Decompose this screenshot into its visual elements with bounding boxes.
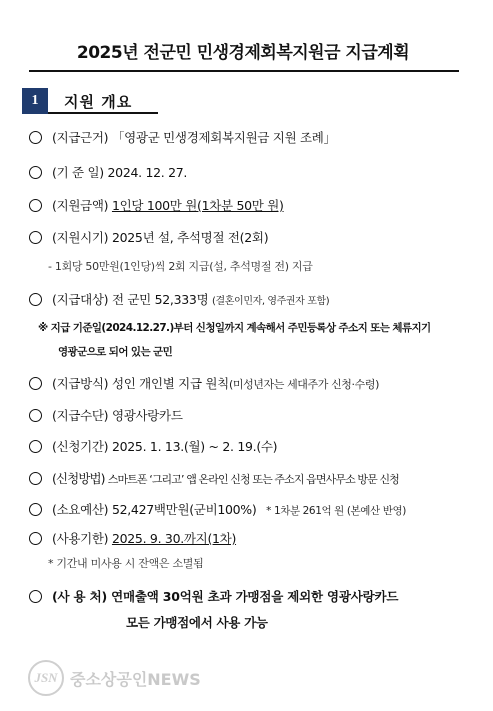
circle-bullet-icon bbox=[29, 440, 42, 453]
item-application-period bbox=[52, 437, 277, 455]
item-application-method bbox=[52, 469, 399, 487]
circle-bullet-icon bbox=[29, 503, 42, 516]
item-value: 전 군민 52,333명 bbox=[111, 292, 209, 307]
section-underline bbox=[48, 112, 158, 114]
item-value-note: (미성년자는 세대주가 신청·수령) bbox=[228, 378, 379, 391]
jsn-logo-icon: JSN bbox=[28, 660, 64, 696]
news-watermark bbox=[28, 660, 201, 696]
item-payment-means bbox=[52, 406, 183, 424]
eligibility-note-line-1: ※ 지급 기준일(2024.12.27.)부터 신청일까지 계속해서 주민등록상 주소지 또는 체류지기 bbox=[38, 322, 431, 334]
timing-sub-note: - 1회당 50만원(1인당)씩 2회 지급(설, 추석명절 전) 지급 bbox=[48, 260, 313, 273]
item-legal-basis bbox=[52, 128, 336, 146]
item-label: (지급수단) bbox=[52, 408, 109, 423]
section-title: 지원 개요 bbox=[64, 93, 133, 111]
circle-bullet-icon bbox=[29, 231, 42, 244]
item-label: (신청방법) bbox=[52, 471, 105, 486]
document-title: 2025년 전군민 민생경제회복지원금 지급계획 bbox=[76, 43, 410, 63]
usage-place-continuation: 모든 가맹점에서 사용 가능 bbox=[126, 615, 268, 630]
item-label: (사 용 처) bbox=[52, 589, 107, 604]
item-support-timing bbox=[52, 228, 268, 246]
item-label: (지급방식) bbox=[52, 376, 109, 391]
item-budget bbox=[52, 500, 406, 518]
title-divider bbox=[29, 70, 459, 72]
item-support-amount bbox=[52, 196, 284, 214]
expiry-sub-note: * 기간내 미사용 시 잔액은 소멸됨 bbox=[48, 557, 204, 570]
circle-bullet-icon bbox=[29, 166, 42, 179]
item-label: (지급근거) bbox=[52, 130, 109, 145]
circle-bullet-icon bbox=[29, 377, 42, 390]
circle-bullet-icon bbox=[29, 293, 42, 306]
circle-bullet-icon bbox=[29, 131, 42, 144]
item-usage-deadline bbox=[52, 529, 236, 547]
circle-bullet-icon bbox=[29, 199, 42, 212]
item-label: (지원시기) bbox=[52, 230, 109, 245]
item-label: (지원금액) bbox=[52, 198, 109, 213]
section-number-badge: 1 bbox=[22, 88, 48, 114]
item-label: (지급대상) bbox=[52, 292, 109, 307]
item-value: 52,427백만원(군비100%) bbox=[111, 502, 257, 517]
item-value: 영광사랑카드 bbox=[111, 408, 183, 423]
item-label: (신청기간) bbox=[52, 439, 109, 454]
item-value-note: * 1차분 261억 원 (본예산 반영) bbox=[266, 505, 406, 517]
eligibility-note-line-2: 영광군으로 되어 있는 군민 bbox=[58, 346, 173, 358]
item-payment-method bbox=[52, 374, 379, 392]
item-value: 1인당 100만 원(1차분 50만 원) bbox=[111, 198, 284, 213]
item-label: (사용기한) bbox=[52, 531, 109, 546]
item-value-note: (결혼이민자, 영주권자 포함) bbox=[212, 296, 330, 307]
circle-bullet-icon bbox=[29, 532, 42, 545]
watermark-text: 중소상공인NEWS bbox=[70, 669, 201, 689]
item-usage-place bbox=[52, 587, 398, 605]
item-value: 2025. 9. 30.까지(1차) bbox=[111, 531, 237, 546]
item-value: 스마트폰 ‘그리고’ 앱 온라인 신청 또는 주소지 읍면사무소 방문 신청 bbox=[107, 473, 399, 486]
item-value: 2024. 12. 27. bbox=[107, 165, 188, 180]
circle-bullet-icon bbox=[29, 472, 42, 485]
item-eligible-recipients bbox=[52, 290, 329, 308]
item-label: (기 준 일) bbox=[52, 165, 104, 180]
item-value: 2025년 설, 추석명절 전(2회) bbox=[111, 230, 269, 245]
item-value: 성인 개인별 지급 원칙 bbox=[111, 376, 229, 391]
circle-bullet-icon bbox=[29, 590, 42, 603]
circle-bullet-icon bbox=[29, 409, 42, 422]
item-label: (소요예산) bbox=[52, 502, 109, 517]
item-value: 2025. 1. 13.(월) ~ 2. 19.(수) bbox=[111, 439, 278, 454]
item-value: 연매출액 30억원 초과 가맹점을 제외한 영광사랑카드 bbox=[111, 589, 399, 604]
item-reference-date bbox=[52, 163, 187, 181]
item-value: 「영광군 민생경제회복지원금 지원 조례」 bbox=[111, 130, 336, 145]
